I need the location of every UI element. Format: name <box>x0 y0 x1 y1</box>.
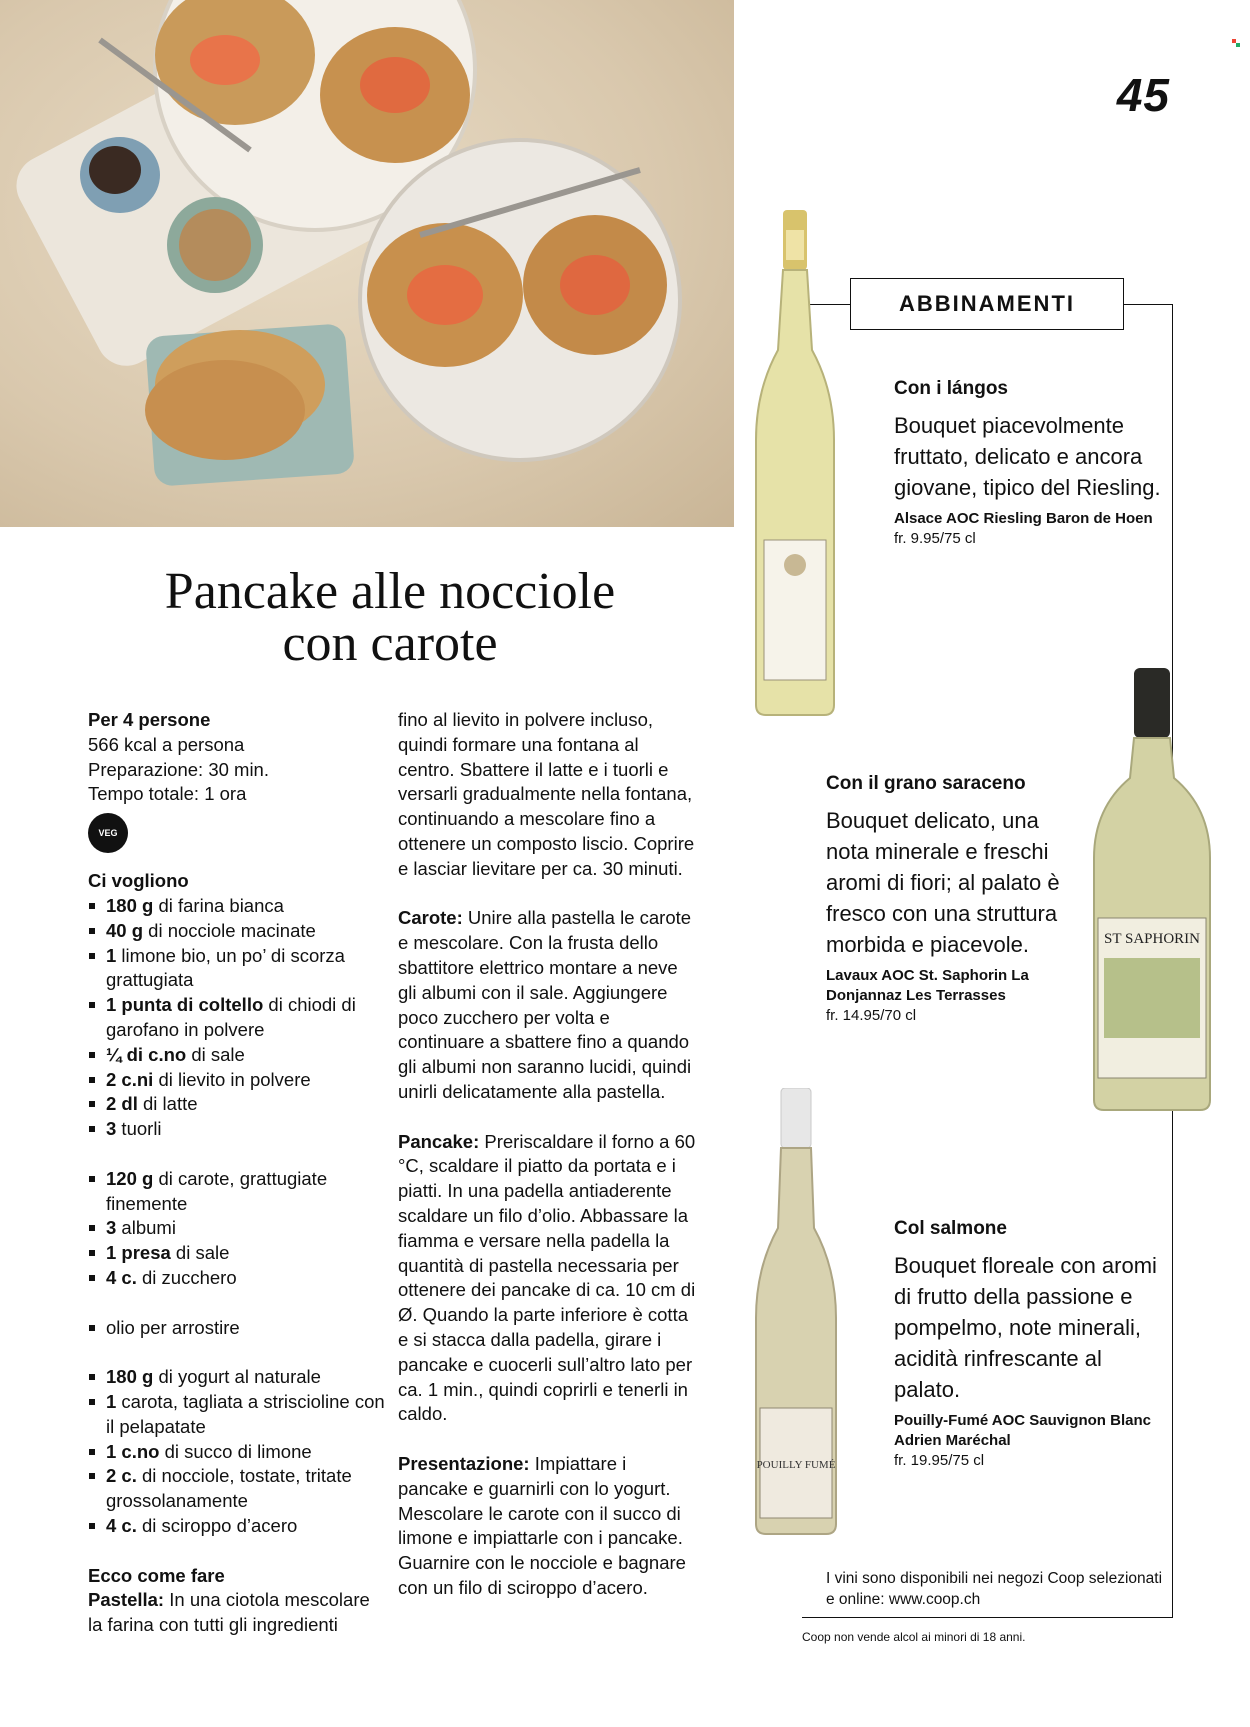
method-heading: Ecco come fare <box>88 1564 225 1586</box>
ingredients-group-2 <box>88 1167 388 1291</box>
step-pastella: Pastella: In una ciotola mescolare la farina con tutti gli ingredienti <box>88 1589 370 1636</box>
ingredient-item: 3 tuorli <box>88 1117 388 1142</box>
wine-name: Pouilly-Fumé AOC Sauvignon Blanc Adrien Maréchal <box>894 1412 1151 1449</box>
ingredient-item: olio per arrostire <box>88 1316 388 1341</box>
ingredient-item: 1 punta di coltello di chiodi di garofano in polvere <box>88 993 388 1043</box>
ingredient-item: 4 c. di sciroppo d’acero <box>88 1514 388 1539</box>
ingredients-group-1 <box>88 894 388 1142</box>
title-line-2: con carote <box>282 615 498 672</box>
wine-heading: Col salmone <box>894 1218 1007 1239</box>
ingredients-heading: Ci vogliono <box>88 870 189 892</box>
alcohol-disclaimer: Coop non vende alcol ai minori di 18 anni. <box>802 1630 1026 1644</box>
step-presentazione: Presentazione: Impiattare i pancake e guarnirli con lo yogurt. Mescolare le carote con il succo di limone e impiattarle con i pancake. Guarnire con le nocciole e bagnare con un filo di sciroppo d’acero. <box>398 1452 686 1598</box>
wine-description: Bouquet delicato, una nota minerale e freschi aromi di fiori; al palato è fresco con una struttura morbida e piacevole. <box>826 808 1060 957</box>
ingredient-item: 120 g di carote, grattugiate finemente <box>88 1167 388 1217</box>
veg-badge-label: VEG <box>98 827 118 838</box>
wine-bottle-3 <box>752 1088 840 1538</box>
wine-bottle-1 <box>750 210 840 720</box>
wine-entry-1 <box>894 378 1174 549</box>
prep-time: Preparazione: 30 min. <box>88 758 269 780</box>
step-pastella-cont: fino al lievito in polvere incluso, quindi formare una fontana al centro. Sbattere il latte e i tuorli e versarli gradualmente nella fontana, continuando a mescolare fino a ottenere un composto liscio. Coprire e lasciar lievitare per ca. 30 minuti. <box>398 709 695 879</box>
wine-entry-3 <box>894 1218 1164 1471</box>
recipe-column-2 <box>398 708 698 1601</box>
ingredient-item: 1 c.no di succo di limone <box>88 1440 388 1465</box>
wine-price: fr. 14.95/70 cl <box>826 1007 917 1024</box>
ingredients-group-4 <box>88 1365 388 1539</box>
ingredient-item: 1 presa di sale <box>88 1241 388 1266</box>
ingredients-group-3 <box>88 1316 388 1341</box>
total-time: Tempo totale: 1 ora <box>88 783 247 805</box>
wine-heading: Con i lángos <box>894 378 1008 399</box>
ingredient-item: ¼ di c.no di sale <box>88 1043 388 1068</box>
ingredient-item: 1 carota, tagliata a striscioline con il pelapatate <box>88 1390 388 1440</box>
veg-icon <box>88 813 128 853</box>
recipe-column-1 <box>88 708 388 1638</box>
wine-bottle-2 <box>1088 668 1216 1116</box>
ingredient-item: 3 albumi <box>88 1216 388 1241</box>
ingredient-item: 180 g di yogurt al naturale <box>88 1365 388 1390</box>
wine-entry-2 <box>826 773 1076 1026</box>
title-line-1: Pancake alle nocciole <box>164 563 616 620</box>
wine-name: Lavaux AOC St. Saphorin La Donjannaz Les Terrasses <box>826 967 1029 1004</box>
recipe-photo <box>0 0 734 527</box>
wine-heading: Con il grano saraceno <box>826 773 1026 794</box>
ingredient-item: 2 c. di nocciole, tostate, tritate grossolanamente <box>88 1464 388 1514</box>
ingredient-item: 2 c.ni di lievito in polvere <box>88 1068 388 1093</box>
ingredient-item: 40 g di nocciole macinate <box>88 919 388 944</box>
wine-name: Alsace AOC Riesling Baron de Hoen <box>894 510 1153 527</box>
step-pancake: Pancake: Preriscaldare il forno a 60 °C, scaldare il piatto da portata e i piatti. In una padella antiaderente scaldare un filo d’olio. Abbassare la fiamma e versare nella padella la quantità di pastella necessaria per ottenere dei pancake di ca. 10 cm di Ø. Quando la parte inferiore è cotta e si stacca dalla padella, girare i pancake e cuocerli sull’altro lato per ca. 1 min., quindi coprirli e tenerli in caldo. <box>398 1130 696 1425</box>
step-carote: Carote: Unire alla pastella le carote e mescolare. Con la frusta dello sbattitore elettrico montare a neve gli albumi con il sale. Aggiungere poco zucchero per volta e continuare a sbattere fino a quando gli albumi non saranno lucidi, quindi unirli delicatamente alla pastella. <box>398 907 692 1102</box>
bottle-label-text: ST SAPHORIN <box>1104 931 1200 947</box>
ingredient-item: 4 c. di zucchero <box>88 1266 388 1291</box>
ingredient-item: 1 limone bio, un po’ di scorza grattugiata <box>88 944 388 994</box>
pancakes-illustration <box>0 0 734 527</box>
corner-mark-icon <box>1232 34 1240 42</box>
bottle-label-text: POUILLY FUMÉ <box>756 1459 836 1471</box>
wine-price: fr. 9.95/75 cl <box>894 530 976 547</box>
recipe-title <box>90 563 690 672</box>
wine-price: fr. 19.95/75 cl <box>894 1452 985 1469</box>
servings: Per 4 persone <box>88 709 211 730</box>
pairings-heading: ABBINAMENTI <box>850 278 1124 330</box>
wine-description: Bouquet floreale con aromi di frutto della passione e pompelmo, note minerali, acidità rinfrescante al palato. <box>894 1253 1157 1402</box>
page-number: 45 <box>1116 69 1170 121</box>
availability-note: I vini sono disponibili nei negozi Coop selezionati e online: www.coop.ch <box>826 1570 1163 1608</box>
ingredient-item: 180 g di farina bianca <box>88 894 388 919</box>
ingredient-item: 2 dl di latte <box>88 1092 388 1117</box>
kcal: 566 kcal a persona <box>88 733 245 755</box>
wine-description: Bouquet piacevolmente fruttato, delicato e ancora giovane, tipico del Riesling. <box>894 413 1161 500</box>
